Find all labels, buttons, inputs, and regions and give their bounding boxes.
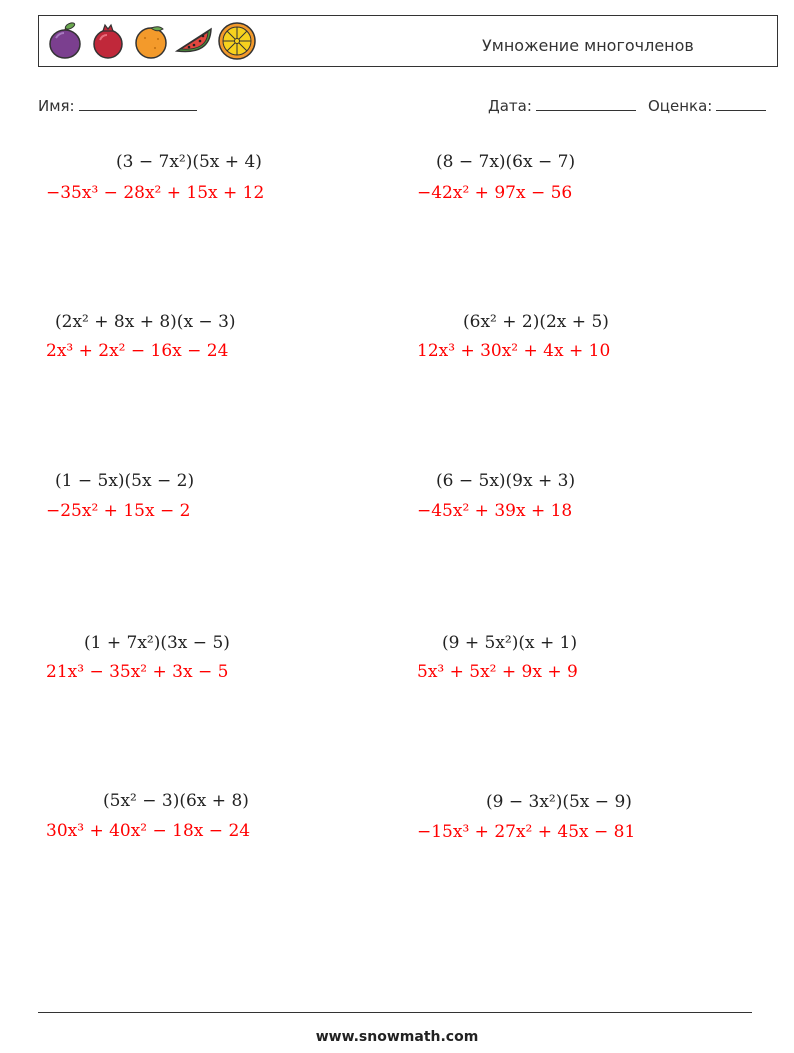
orange-icon (131, 21, 171, 61)
name-field (38, 94, 197, 115)
lemon-icon (217, 21, 257, 61)
footer-divider (38, 1012, 752, 1013)
problem-3-answer: 2x³ + 2x² − 16x − 24 (46, 341, 229, 361)
problem-8-question: (9 + 5x²)(x + 1) (442, 633, 578, 653)
problem-4-question: (6x² + 2)(2x + 5) (463, 312, 609, 332)
pomegranate-icon (88, 21, 128, 61)
problem-10-answer: −15x³ + 27x² + 45x − 81 (417, 822, 636, 842)
problem-9-answer: 30x³ + 40x² − 18x − 24 (46, 821, 251, 841)
fruit-icons (45, 21, 257, 61)
date-blank[interactable] (536, 94, 636, 111)
problem-8-answer: 5x³ + 5x² + 9x + 9 (417, 662, 578, 682)
page-title: Умножение многочленов (482, 36, 694, 55)
problem-9-question: (5x² − 3)(6x + 8) (103, 791, 249, 811)
problem-7-question: (1 + 7x²)(3x − 5) (84, 633, 230, 653)
problem-3-question: (2x² + 8x + 8)(x − 3) (55, 312, 236, 332)
grade-label: Оценка: (648, 97, 713, 115)
problem-2-answer: −42x² + 97x − 56 (417, 183, 573, 203)
problem-1-question: (3 − 7x²)(5x + 4) (116, 152, 262, 172)
grade-blank[interactable] (716, 94, 766, 111)
grade-field (648, 94, 766, 115)
problem-5-question: (1 − 5x)(5x − 2) (55, 471, 195, 491)
date-field (488, 94, 636, 115)
problem-6-answer: −45x² + 39x + 18 (417, 501, 573, 521)
date-label: Дата: (488, 97, 532, 115)
problem-10-question: (9 − 3x²)(5x − 9) (486, 792, 632, 812)
problem-6-question: (6 − 5x)(9x + 3) (436, 471, 576, 491)
problem-1-answer: −35x³ − 28x² + 15x + 12 (46, 183, 265, 203)
name-label: Имя: (38, 97, 75, 115)
name-blank[interactable] (79, 94, 197, 111)
problem-2-question: (8 − 7x)(6x − 7) (436, 152, 576, 172)
plum-icon (45, 21, 85, 61)
header-box (38, 15, 778, 67)
footer-url[interactable]: www.snowmath.com (315, 1029, 479, 1045)
problem-7-answer: 21x³ − 35x² + 3x − 5 (46, 662, 229, 682)
problem-5-answer: −25x² + 15x − 2 (46, 501, 191, 521)
watermelon-icon (174, 21, 214, 61)
problem-4-answer: 12x³ + 30x² + 4x + 10 (417, 341, 611, 361)
